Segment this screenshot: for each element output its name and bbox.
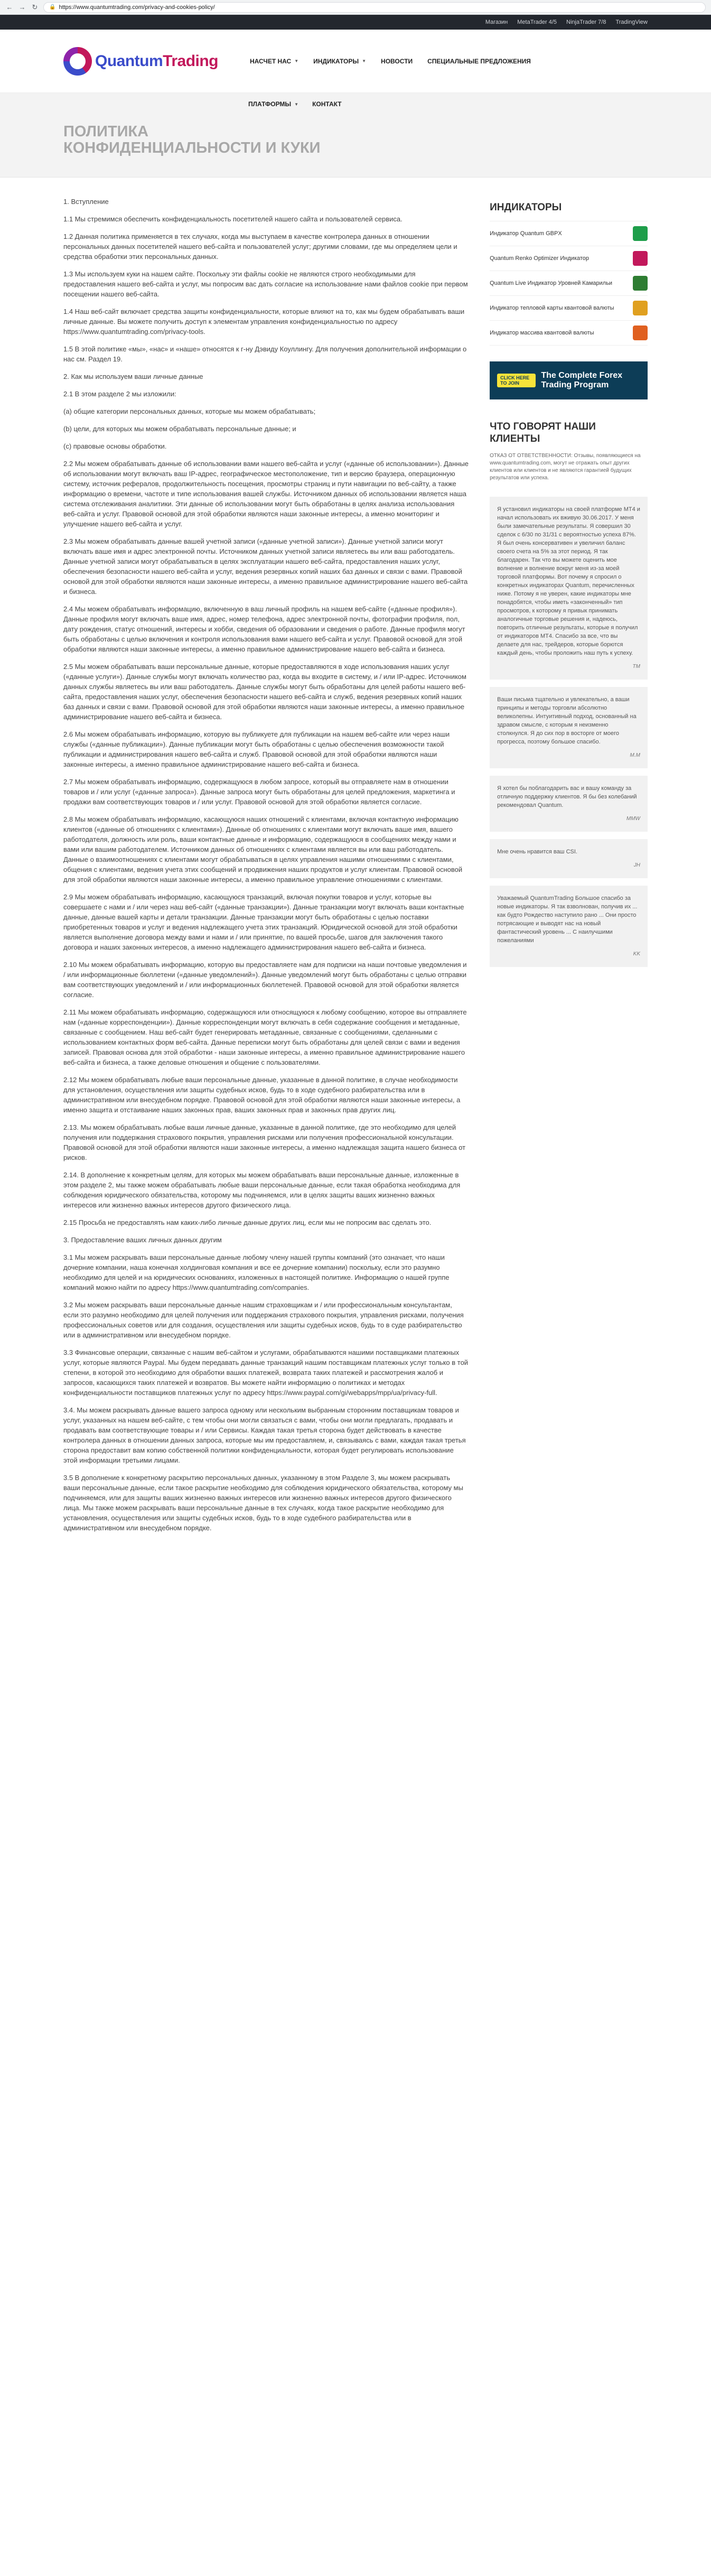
testimonial-card: [490, 839, 648, 878]
nav-special-offers[interactable]: СПЕЦИАЛЬНЫЕ ПРЕДЛОЖЕНИЯ: [427, 57, 531, 65]
testimonial-author: MMW: [626, 816, 640, 822]
testimonial-text: Я хотел бы поблагодарить вас и вашу команду за отличную поддержку клиентов. Я бы без колебаний рекомендовал Quantum.: [497, 785, 637, 808]
indicator-label: Quantum Live Индикатор Уровней Камарильи: [490, 280, 613, 286]
site-logo[interactable]: [63, 47, 218, 76]
logo-text: QuantumTrading: [95, 52, 219, 70]
chevron-down-icon: ▼: [294, 101, 299, 107]
testimonials-list: [490, 497, 648, 967]
page-title-band: [0, 93, 711, 178]
indicator-thumbnail-icon: [633, 276, 648, 291]
indicator-thumbnail-icon: [633, 251, 648, 266]
testimonial-author: KK: [633, 951, 640, 957]
testimonial-author: JH: [633, 862, 640, 868]
testimonial-author: TM: [632, 664, 640, 669]
lock-icon: 🔒: [49, 4, 56, 10]
sidebar-indicators-list: [490, 221, 648, 346]
chevron-down-icon: ▼: [362, 59, 367, 63]
page-title: ПОЛИТИКА КОНФИДЕНЦИАЛЬНОСТИ И КУКИ: [63, 123, 321, 156]
sidebar-indicator-item[interactable]: [490, 246, 648, 271]
policy-paragraph: 2.9 Мы можем обрабатывать информацию, касающуюся транзакций, включая покупки товаров и услуг, которые вы совершаете с нами и / или через наш веб-сайт («данные транзакции»). Данные транзакции могут включать ваши контактные данные, данные вашей карты и детали транзакции. Данные транзакции могут быть обработаны с целью поставки приобретенных товаров и услуг и ведения надлежащего учета этих транзакций. Юридической основой для этой обработки является выполнение договора между вами и нами и / или принятие, по вашей просьбе, шагов для заключения такого договора и наших законных интересов, а именно надлежащего администрирования нашего веб-сайта и бизнеса.: [63, 893, 464, 951]
testimonial-card: [490, 886, 648, 967]
chevron-down-icon: ▼: [294, 59, 299, 63]
policy-paragraph: (b) цели, для которых мы можем обрабатывать персональные данные; и: [63, 425, 296, 433]
url-text: https://www.quantumtrading.com/privacy-and-cookies-policy/: [59, 4, 215, 11]
section-heading: 2. Как мы используем ваши личные данные: [63, 373, 203, 380]
policy-content: [63, 178, 469, 1540]
policy-paragraph: 2.12 Мы можем обрабатывать любые ваши персональные данные, указанные в данной политике, в случае необходимости для установления, осуществления или защиты судебных исков, будь то в ходе судебного разбирательства или в административном или внесудебном порядке. Правовой основой для этой обработки являются наши законные интересы, а именно защита и отстаивание наших законных прав, ваших законных прав и законных прав других лиц.: [63, 1076, 461, 1114]
sidebar-indicator-item[interactable]: [490, 296, 648, 321]
policy-paragraph: 2.6 Мы можем обрабатывать информацию, которую вы публикуете для публикации на нашем веб-сайте или через наши службы («данные публикации»). Данные публикации могут быть обработаны с целью обеспечения возможности такой публикации и администрирования нашего веб-сайта и служб. Правовой основой для этой обработки являются наши законные интересы, а именно правильное администрирование нашего веб-сайта и бизнеса.: [63, 730, 450, 768]
testimonial-author: M.M: [630, 752, 640, 758]
policy-paragraph: 1.1 Мы стремимся обеспечить конфиденциальность посетителей нашего сайта и пользователей сервиса.: [63, 215, 403, 223]
policy-paragraph: 1.4 Наш веб-сайт включает средства защиты конфиденциальности, которые влияют на то, как мы будем обрабатывать ваши личные данные. Вы можете получить доступ к элементам управления конфиденциальностью по адресу https://www.quantumtrading.com/privacy-tools.: [63, 308, 465, 336]
policy-paragraph: 2.11 Мы можем обрабатывать информацию, содержащуюся или относящуюся к любому сообщению, которое вы отправляете нам («данные корреспонденции»). Данные корреспонденции могут включать в себя содержание сообщения и метаданные, связанные с сообщением. Наш веб-сайт будет генерировать метаданные, связанные с сообщениями, сделанными с использованием контактных форм веб-сайта. Данные переписки могут быть обработаны для целей связи с вами и ведения записей. Правовая основа для этой обработки - наши законные интересы, а именно правильное администрирование нашего веб-сайта и бизнеса, а также деловые отношения и общение с пользователями.: [63, 1008, 467, 1066]
browser-toolbar: [0, 0, 711, 15]
banner-text: The Complete Forex Trading Program: [541, 371, 623, 389]
top-link-ninjatrader[interactable]: NinjaTrader 7/8: [566, 19, 606, 25]
forward-icon[interactable]: →: [18, 3, 26, 11]
sidebar-indicators-title: ИНДИКАТОРЫ: [490, 202, 562, 213]
top-link-tradingview[interactable]: TradingView: [615, 19, 648, 25]
testimonials-disclaimer: ОТКАЗ ОТ ОТВЕТСТВЕННОСТИ: Отзывы, появляющиеся на www.quantumtrading.com, могут не отражать опыт других клиентов или клиентов и не являются гарантией будущих результатов или успеха.: [490, 453, 641, 481]
indicator-label: Индикатор Quantum GBPX: [490, 230, 562, 237]
indicator-label: Quantum Renko Optimizer Индикатор: [490, 255, 590, 262]
policy-paragraph: 3.4. Мы можем раскрывать данные вашего запроса одному или нескольким выбранным сторонним поставщикам товаров и услуг, указанных на нашем веб-сайте, с тем чтобы они могли связаться с вами, чтобы они могли предлагать, продавать и продавать вам соответствующие товары и / или Сервисы. Каждая такая третья сторона будет действовать в качестве контролера данных в отношении данных запроса, которые мы им предоставляем, и, связываясь с вами, каждая такая третья сторона предоставит вам копию собственной политики конфиденциальности, которая будет регулировать использование этой информации третьими лицами.: [63, 1406, 466, 1464]
address-bar[interactable]: [43, 2, 706, 13]
testimonial-card: [490, 687, 648, 768]
section-heading: 1. Вступление: [63, 198, 109, 206]
policy-paragraph: 3.3 Финансовые операции, связанные с нашим веб-сайтом и услугами, обрабатываются нашими поставщиками платежных услуг, которые являются Paypal. Мы будем передавать данные транзакций нашим поставщикам платежных услуг только в той степени, в которой это необходимо для обработки ваших платежей, возврата таких платежей и рассмотрения жалоб и запросов, касающихся таких платежей и возвратов. Вы можете найти информацию о политиках и методах конфиденциальности поставщиков платежных услуг по адресу https://www.paypal.com/gi/webapps/mpp/ua/privacy-full.: [63, 1349, 469, 1397]
policy-paragraph: 2.3 Мы можем обрабатывать данные вашей учетной записи («данные учетной записи»). Данные учетной записи могут включать ваше имя и адрес электронной почты. Источником данных учетной записи являетесь вы или ваш работодатель. Данные учетной записи могут обрабатываться в целях эксплуатации нашего веб-сайта, предоставления наших услуг, обеспечения безопасности нашего веб-сайта и услуг, ведения резервных копий наших баз данных и связи с вами. Правовой основой для этой обработки являются наши законные интересы, а именно правильное администрирование нашего веб-сайта и бизнеса.: [63, 537, 468, 596]
nav-about[interactable]: НАСЧЕТ НАС ▼: [250, 57, 299, 65]
nav-contact[interactable]: КОНТАКТ: [312, 100, 342, 108]
policy-paragraph: 2.4 Мы можем обрабатывать информацию, включенную в ваш личный профиль на нашем веб-сайте («данные профиля»). Данные профиля могут включать ваше имя, адрес, номер телефона, адрес электронной почты, фотографии профиля, пол, дату рождения, статус отношений, интересы и хобби, сведения об образовании и сведения о работе. Данные профиля могут быть обработаны с целью включения и контроля использования вами нашего веб-сайта и услуг. Правовой основой для этой обработки являются наши законные интересы, а именно правильное администрирование нашего веб-сайта и бизнеса.: [63, 605, 465, 653]
back-icon[interactable]: ←: [6, 3, 13, 11]
policy-paragraph: 2.5 Мы можем обрабатывать ваши персональные данные, которые предоставляются в ходе использования наших услуг («данные услуги»). Данные службы могут включать количество раз, когда вы входите в систему, и / или IP-адрес. Источником данных службы являетесь вы или ваш работодатель. Данные службы могут быть обработаны для целей работы нашего веб-сайта, предоставления наших услуг, обеспечения безопасности нашего веб-сайта и служб, ведения резервных копий наших баз данных и связи с вами. Правовой основой для этой обработки являются наши законные интересы, а именно правильное администрирование нашего веб-сайта и бизнеса.: [63, 663, 466, 721]
policy-paragraph: 2.10 Мы можем обрабатывать информацию, которую вы предоставляете нам для подписки на наши почтовые уведомления и / или информационные бюллетени («данные уведомлений»). Данные уведомлений могут быть обработаны с целью отправки вам соответствующих уведомлений и / или информационных бюллетеней. Правовой основой для этой обработки является согласие.: [63, 961, 467, 999]
policy-paragraph: 3.1 Мы можем раскрывать ваши персональные данные любому члену нашей группы компаний (это означает, что наши дочерние компании, наша конечная холдинговая компания и все ее дочерние компании) поскольку, если это разумно необходимо для целей и на юридических основаниях, изложенных в настоящей политике. Информацию о нашей группе компаний можно найти по адресу https://www.quantumtrading.com/companies.: [63, 1253, 450, 1291]
policy-paragraph: 3.2 Мы можем раскрывать ваши персональные данные нашим страховщикам и / или профессиональным консультантам, если это разумно необходимо для целей получения или поддержания страхового покрытия, управления рисками, получения профессиональных советов или для создания, осуществления или защиты судебных исков, будь то в суде разбирательство или в административном или внесудебном порядке.: [63, 1301, 464, 1339]
policy-paragraph: 2.13. Мы можем обрабатывать любые ваши личные данные, указанные в данной политике, где это необходимо для целей получения или поддержания страхового покрытия, управления рисками или получения профессиональной консультации. Правовой основой для этой обработки являются наши законные интересы, а именно надлежащая защита нашего бизнеса от рисков.: [63, 1123, 466, 1161]
policy-paragraph: (a) общие категории персональных данных, которые мы можем обрабатывать;: [63, 407, 316, 415]
indicator-label: Индикатор массива квантовой валюты: [490, 330, 594, 336]
policy-paragraph: 3.5 В дополнение к конкретному раскрытию персональных данных, указанному в этом Разделе 3, мы можем раскрывать ваши персональные данные, если такое раскрытие необходимо для соблюдения юридического обязательства, которому мы подчиняемся, или для защиты ваших жизненно важных интересов или жизненно важных интересов другого физического лица. Мы также можем раскрывать ваши персональные данные в тех случаях, когда такое раскрытие необходимо для установления, осуществления или защиты судебных исков, будь то в ходе судебного разбирательства или в административном или внесудебном порядке.: [63, 1474, 463, 1532]
policy-paragraph: 1.5 В этой политике «мы», «нас» и «наше» относятся к г-ну Дэвиду Коуллингу. Для получения дополнительной информации о нас см. Раздел 19.: [63, 345, 467, 363]
policy-paragraph: 1.2 Данная политика применяется в тех случаях, когда мы выступаем в качестве контролера данных в отношении персональных данных посетителей нашего веб-сайта и пользователей услуг; другими словами, где мы определяем цели и средства обработки этих персональных данных.: [63, 233, 457, 261]
sidebar-indicator-item[interactable]: [490, 321, 648, 346]
forex-program-banner[interactable]: [490, 361, 648, 399]
policy-paragraph: 2.2 Мы можем обрабатывать данные об использовании вами нашего веб-сайта и услуг («данные об использовании»). Данные об использовании могут включать ваш IP-адрес, географическое местоположение, тип и версию браузера, операционную систему, источник рефералов, продолжительность посещения, просмотры страниц и пути навигации по веб-сайту, а также информацию о времени, частоте и типе использования вашей службы. Источником данных об использовании является наша система отслеживания аналитики. Эти данные об использовании могут быть обработаны в целях анализа использования веб-сайта и услуг. Правовой основой для этой обработки являются наши законные интересы, а именно мониторинг и улучшение нашего веб-сайта и услуг.: [63, 460, 469, 528]
nav-platforms[interactable]: ПЛАТФОРМЫ ▼: [248, 100, 299, 108]
policy-paragraph: 2.8 Мы можем обрабатывать информацию, касающуюся наших отношений с клиентами, включая контактную информацию клиентов («данные об отношениях с клиентами»). Данные об отношениях с клиентами могут включать ваше имя, вашего работодателя, должность или роль, ваши контактные данные и информацию, содержащуюся в сообщениях между нами и вами или вашим работодателем. Источником данных об отношениях с клиентами является вы или ваш работодатель. Данные о взаимоотношениях с клиентами могут обрабатываться в целях управления нашими отношениями с клиентами, общения с клиентами, ведения учета этих сообщений и продвижения наших продуктов и услуг клиентам. Правовой основой для этой обработки являются наши законные интересы, а именно правильное управление отношениями с клиентами.: [63, 815, 463, 884]
top-link-metatrader[interactable]: MetaTrader 4/5: [517, 19, 557, 25]
reload-icon[interactable]: ↻: [32, 3, 38, 11]
sidebar-indicator-item[interactable]: [490, 271, 648, 296]
sub-nav: [248, 100, 342, 108]
policy-paragraph: (c) правовые основы обработки.: [63, 442, 167, 450]
testimonial-text: Мне очень нравится ваш CSI.: [497, 849, 577, 855]
testimonial-text: Ваши письма тщательно и увлекательно, а ваши принципы и методы торговли абсолютно великолепны. Интуитивный подход, основанный на здравом смысле, с которым я неизменно столкнулся. Я до сих пор в восторге от моего прогресса, поэтому большое спасибо.: [497, 696, 637, 745]
site-header: [0, 30, 711, 93]
policy-paragraph: 2.14. В дополнение к конкретным целям, для которых мы можем обрабатывать ваши персональные данные, изложенные в этом разделе 2, мы также можем обрабатывать любые ваши персональные данные, если такая обработка необходима для соблюдения юридического обязательства, которому мы подчиняемся, или в целях защиты ваших жизненно важных интересов или жизненно важных интересов другого физического лица.: [63, 1171, 461, 1209]
testimonial-card: [490, 776, 648, 832]
main-nav: [250, 58, 531, 65]
policy-paragraph: 2.1 В этом разделе 2 мы изложили:: [63, 390, 176, 398]
sidebar: [490, 178, 648, 1540]
testimonial-text: Уважаемый QuantumTrading Большое спасибо за новые индикаторы. Я так взволнован, получив их ... как будто Рождество наступило рано ... Они просто потрясающие и выводят нас на новый фантастический уровень ... С наилучшими пожеланиями: [497, 895, 638, 944]
indicator-thumbnail-icon: [633, 301, 648, 315]
testimonial-card: [490, 497, 648, 680]
section-heading: 3. Предоставление ваших личных данных другим: [63, 1236, 222, 1244]
policy-paragraph: 1.3 Мы используем куки на нашем сайте. Поскольку эти файлы cookie не являются строго необходимыми для предоставления нашего веб-сайта и услуг, мы попросим вас дать согласие на использование нами файлов cookie при первом посещении нашего веб-сайта.: [63, 270, 468, 298]
nav-news[interactable]: НОВОСТИ: [381, 57, 413, 65]
indicator-thumbnail-icon: [633, 226, 648, 241]
indicator-thumbnail-icon: [633, 326, 648, 340]
sidebar-indicator-item[interactable]: [490, 221, 648, 246]
sidebar-clients-title: ЧТО ГОВОРЯТ НАШИ КЛИЕНТЫ: [490, 421, 596, 444]
top-links-bar: [0, 15, 711, 30]
nav-indicators[interactable]: ИНДИКАТОРЫ ▼: [313, 57, 367, 65]
indicator-label: Индикатор тепловой карты квантовой валюты: [490, 305, 614, 311]
testimonial-text: Я установил индикаторы на своей платформе MT4 и начал использовать их вживую 30.06.2017. У меня были замечательные результаты. Я совершил 30 сделок с 6/30 по 31/31 с вероятностью успеха 87%. Я был очень консервативен и увеличил баланс своего счета на 5% за этот период. Я так благодарен. Так что вы можете оценить мое волнение и волнение вокруг меня из-за моей торговой платформы. Вот почему я спросил о конкретных индикаторах Quantum, перечисленных ниже. Потому я не уверен, какие индикаторы мне понадобятся, чтобы иметь «законченный» тип просмотров, к которому я привык принимать аналогичные торговые решения и, надеюсь, повторить отличные результаты, которые я получил от индикаторов MT4. Спасибо за все, что вы делаете для нас, трейдеров, которые борются каждый день, чтобы проложить наш путь к успеху.: [497, 506, 640, 656]
top-link-shop[interactable]: Магазин: [485, 19, 508, 25]
logo-icon: [63, 47, 92, 76]
policy-paragraph: 2.7 Мы можем обрабатывать информацию, содержащуюся в любом запросе, который вы отправляете нам в отношении товаров и / или услуг («данные запроса»). Данные запроса могут быть обработаны для целей предложения, маркетинга и продажи вам соответствующих товаров и / или услуг. Правовой основой для этой обработки является согласие.: [63, 778, 455, 806]
banner-click-label: CLICK HERE TO JOIN: [497, 374, 536, 387]
policy-paragraph: 2.15 Просьба не предоставлять нам каких-либо личные данные других лиц, если мы не попросим вас сделать это.: [63, 1219, 432, 1226]
